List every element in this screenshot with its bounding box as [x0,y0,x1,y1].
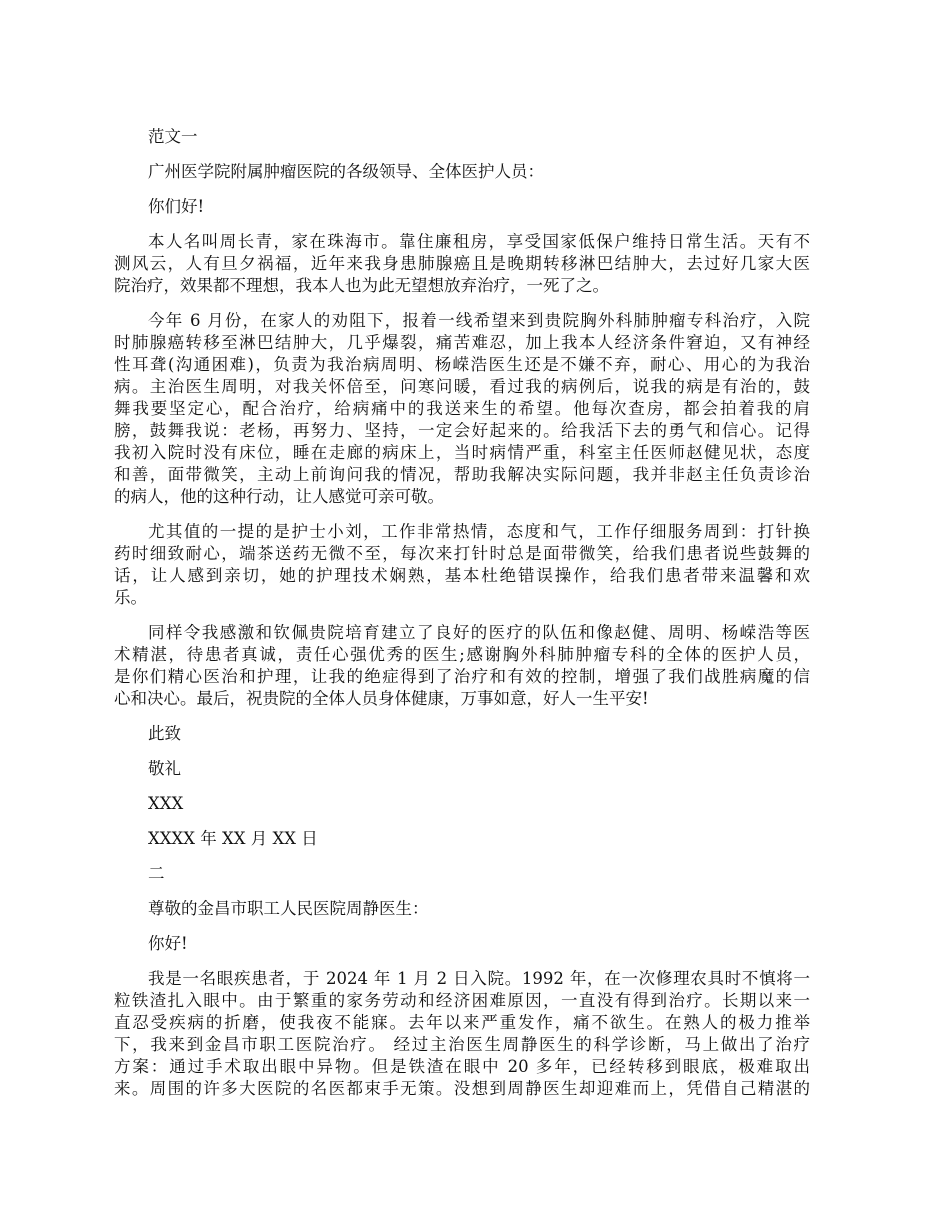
paragraph-line: 今年 6 月份，在家人的劝阻下，报着一线希望来到贵院胸外科肺肿瘤专科治疗，入院 [148,311,810,330]
paragraph-introduction [114,231,810,297]
paragraph-eye-patient [114,968,810,1100]
paragraph-line: 话，让人感到亲切，她的护理技术娴熟，基本杜绝错误操作，给我们患者带来温馨和欢 [114,566,810,585]
paragraph-line: 来。周围的许多大医院的名医都束手无策。没想到周静医生却迎难而上，凭借自己精湛的 [114,1079,810,1098]
paragraph-line: 粒铁渣扎入眼中。由于繁重的家务劳动和经济困难原因，一直没有得到治疗。长期以来一 [114,991,810,1010]
salutation-hospital-staff: 广州医学院附属肿瘤医院的各级领导、全体医护人员： [148,162,544,181]
paragraph-line: 术精湛，待患者真诚，责任心强优秀的医生;感谢胸外科肺肿瘤专科的全体的医护人员， [114,645,810,664]
paragraph-line: 是你们精心医治和护理，让我的绝症得到了治疗和有效的控制，增强了我们战胜病魔的信 [114,667,810,686]
paragraph-line: 方案：通过手术取出眼中异物。但是铁渣在眼中 20 多年，已经转移到眼底，极难取出 [114,1057,810,1076]
paragraph-line: 我是一名眼疾患者，于 2024 年 1 月 2 日入院。1992 年，在一次修理农具时不慎将一 [148,969,810,988]
salutation-doctor: 尊敬的金昌市职工人民医院周静医生： [148,899,429,918]
paragraph-gratitude [114,622,810,710]
paragraph-line: 药时细致耐心，端茶送药无微不至，每次来打针时总是面带微笑，给我们患者说些鼓舞的 [114,544,810,563]
letter-date: XXXX 年 XX 月 XX 日 [148,829,318,848]
paragraph-line: 乐。 [114,588,147,607]
paragraph-treatment [114,310,810,508]
paragraph-line: 舞我要坚定心，配合治疗，给病痛中的我送来生的希望。他每次查房，都会拍着我的肩 [114,399,810,418]
heading-sample-one: 范文一 [148,127,198,146]
paragraph-line: 时肺腺癌转移至淋巴结肿大，几乎爆裂，痛苦难忍，加上我本人经济条件窘迫，又有神经 [114,333,810,352]
paragraph-line: 性耳聋(沟通困难)，负责为我治病周明、杨嵘浩医生还是不嫌不弃，耐心、用心的为我治 [114,355,810,374]
closing-respectfully: 此致 [148,724,181,743]
paragraph-line: 本人名叫周长青，家在珠海市。靠住廉租房，享受国家低保户维持日常生活。天有不 [148,232,810,251]
paragraph-line: 膀，鼓舞我说：老杨，再努力、坚持，一定会好起来的。给我活下去的勇气和信心。记得 [114,421,810,440]
paragraph-line: 直忍受疾病的折磨，使我夜不能寐。去年以来严重发作，痛不欲生。在熟人的极力推举 [114,1013,810,1032]
closing-salute: 敬礼 [148,759,181,778]
signature: XXX [148,794,184,813]
paragraph-line: 院治疗，效果都不理想，我本人也为此无望想放弃治疗，一死了之。 [114,276,609,295]
paragraph-line: 测风云，人有旦夕祸福，近年来我身患肺腺癌且是晚期转移淋巴结肿大，去过好几家大医 [114,254,810,273]
paragraph-line: 和善，面带微笑，主动上前询问我的情况，帮助我解决实际问题，我并非赵主任负责诊治 [114,465,810,484]
paragraph-nurse [114,521,810,609]
heading-sample-two: 二 [148,864,165,883]
paragraph-line: 尤其值的一提的是护士小刘，工作非常热情，态度和气，工作仔细服务周到：打针换 [148,522,810,541]
greeting-singular: 你好! [148,934,188,953]
paragraph-line: 的病人，他的这种行动，让人感觉可亲可敬。 [114,487,444,506]
paragraph-line: 病。主治医生周明，对我关怀倍至，问寒问暖，看过我的病例后，说我的病是有治的，鼓 [114,377,810,396]
paragraph-line: 下，我来到金昌市职工医院治疗。 经过主治医生周静医生的科学诊断，马上做出了治疗 [114,1035,810,1054]
paragraph-line: 同样令我感激和钦佩贵院培育建立了良好的医疗的队伍和像赵健、周明、杨嵘浩等医 [148,623,810,642]
greeting-plural: 你们好! [148,197,205,216]
paragraph-line: 我初入院时没有床位，睡在走廊的病床上，当时病情严重，科室主任医师赵健见状，态度 [114,443,810,462]
paragraph-line: 心和决心。最后，祝贵院的全体人员身体健康，万事如意，好人一生平安! [114,689,649,708]
